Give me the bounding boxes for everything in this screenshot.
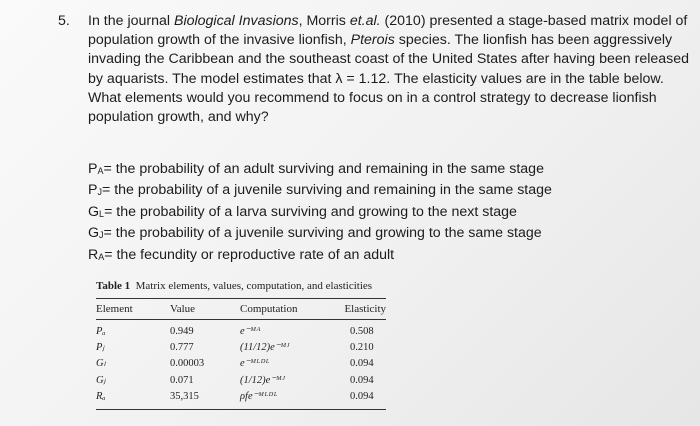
table-cell: Gⱼ	[96, 374, 106, 386]
table-row	[96, 389, 386, 405]
elasticity-table	[96, 279, 386, 410]
question-line: population growth, and why?	[88, 109, 269, 126]
table-cell: (11/12)e⁻ᴹᴶ	[240, 342, 290, 354]
table-cell: 0.210	[350, 342, 374, 354]
table-cell: 0.071	[170, 374, 194, 386]
question-line: In the journal Biological Invasions, Morris et.al. (2010) presented a stage-based matrix model of	[88, 13, 688, 29]
table-row	[96, 324, 386, 340]
table-caption: Table 1 Matrix elements, values, computation, and elasticities	[96, 280, 373, 292]
definition-item: $P_J=$ the probability of a juvenile surviving and remaining in the same stage	[88, 182, 552, 199]
definition-item: $P_A=$ the probability of an adult surviving and remaining in the same stage	[88, 161, 544, 177]
question-line: population growth of the invasive lionfish, Pterois species. The lionfish has been aggressively	[88, 32, 673, 49]
table-cell: Rₐ	[96, 390, 106, 402]
table-cell: 0.777	[170, 342, 194, 354]
table-rows	[96, 320, 386, 409]
table-cell: Pₐ	[96, 326, 106, 337]
table-cell: Gₗ	[96, 358, 106, 370]
table-cell: 35,315	[170, 390, 199, 402]
column-header: Elasticity	[344, 303, 386, 315]
definitions-list	[88, 160, 648, 267]
table-cell: 0.00003	[170, 358, 205, 370]
question-line: by aquarists. The model estimates that λ = 1.12. The elasticity values are in the table below.	[88, 70, 664, 87]
column-header: Element	[96, 303, 133, 315]
table-row	[96, 373, 386, 389]
table-cell: 0.094	[350, 390, 374, 402]
column-header: Value	[170, 303, 196, 315]
table-cell: e⁻ᴹᴸᴰᴸ	[240, 358, 270, 370]
question-text	[88, 12, 690, 127]
table-cell: 0.094	[350, 374, 374, 386]
question-line: What elements would you recommend to focus on in a control strategy to decrease lionfish	[88, 89, 657, 106]
table-body-wrapper	[96, 298, 386, 410]
table-cell: 0.094	[350, 358, 374, 370]
question-number: 5.	[58, 13, 70, 29]
table-header-row	[96, 299, 386, 320]
question-line: invading the Caribbean and the southeast coast of the United States after having been released	[88, 51, 690, 68]
table-cell: 0.949	[170, 326, 194, 337]
table-cell: (1/12)e⁻ᴹᴶ	[240, 374, 286, 386]
definition-item: $R_A=$ the fecundity or reproductive rate of an adult	[88, 246, 395, 263]
table-row	[96, 356, 386, 372]
column-header: Computation	[240, 303, 298, 315]
table-cell: Pⱼ	[96, 342, 105, 354]
table-cell: 0.508	[350, 326, 374, 337]
definition-item: $G_J=$ the probability of a juvenile surviving and growing to the same stage	[88, 225, 542, 242]
table-cell: e⁻ᴹᴬ	[240, 326, 261, 337]
table-cell: ρfe⁻ᴹᴸᴰᴸ	[240, 390, 278, 402]
definition-item: $G_L=$ the probability of a larva surviving and growing to the next stage	[88, 203, 517, 220]
table-row	[96, 340, 386, 356]
